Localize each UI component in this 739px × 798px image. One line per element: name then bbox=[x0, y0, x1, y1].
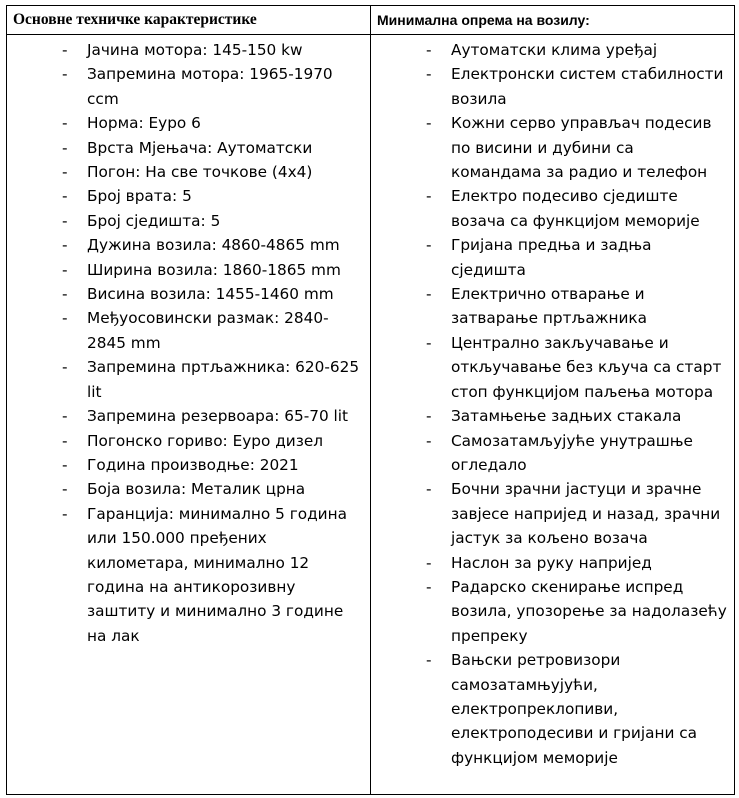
equipment-item bbox=[371, 648, 734, 770]
item-text: Аутоматски клима уређај bbox=[451, 41, 658, 59]
bullet-dash: - bbox=[426, 333, 432, 352]
item-text: Затамњење задњих стакала bbox=[451, 407, 682, 426]
item-text: Бочни зрачни јастуци и зрачне завјесе напријед и назад, зрачни јастук за кољено возача bbox=[451, 480, 721, 548]
bullet-dash: - bbox=[426, 431, 432, 450]
equipment-list bbox=[371, 35, 734, 770]
bullet-dash: - bbox=[426, 41, 432, 59]
spec-table bbox=[6, 5, 735, 795]
item-text: Ширина возила: 1860-1865 mm bbox=[87, 260, 341, 279]
bullet-dash: - bbox=[426, 553, 432, 572]
bullet-dash: - bbox=[426, 236, 432, 255]
spec-item bbox=[7, 477, 370, 501]
equipment-cell bbox=[371, 35, 735, 795]
bullet-dash: - bbox=[426, 577, 432, 596]
bullet-dash: - bbox=[62, 114, 68, 133]
spec-item bbox=[7, 184, 370, 208]
content-row bbox=[7, 35, 735, 795]
equipment-item bbox=[371, 111, 734, 184]
equipment-item bbox=[371, 551, 734, 575]
item-text: Јачина мотора: 145-150 kw bbox=[87, 41, 303, 59]
item-text: Електрично отварање и затварање пртљажника bbox=[451, 285, 648, 328]
spec-item bbox=[7, 355, 370, 404]
equipment-header: Минимална опрема на возилу: bbox=[371, 6, 735, 35]
spec-item bbox=[7, 306, 370, 355]
bullet-dash: - bbox=[426, 480, 432, 499]
equipment-item bbox=[371, 477, 734, 550]
spec-item bbox=[7, 38, 370, 62]
bullet-dash: - bbox=[62, 480, 68, 499]
item-text: Врста Мјењача: Аутоматски bbox=[87, 138, 313, 157]
bullet-dash: - bbox=[62, 41, 68, 59]
spec-item bbox=[7, 136, 370, 160]
spec-item bbox=[7, 282, 370, 306]
equipment-item bbox=[371, 184, 734, 233]
item-text: Електро подесиво сједиште возача са функцијом меморије bbox=[451, 187, 700, 230]
equipment-item bbox=[371, 233, 734, 282]
bullet-dash: - bbox=[62, 358, 68, 377]
bullet-dash: - bbox=[62, 163, 68, 182]
item-text: Електронски систем стабилности возила bbox=[451, 65, 724, 108]
item-text: Запремина резервоара: 65-70 lit bbox=[87, 407, 349, 426]
basic-specs-cell bbox=[7, 35, 371, 795]
item-text: Вањски ретровизори самозатамњујући, електропреклопиви, електроподесиви и гријани са функцијом меморије bbox=[451, 651, 698, 767]
bullet-dash: - bbox=[426, 285, 432, 304]
item-text: Боја возила: Металик црна bbox=[87, 480, 306, 499]
bullet-dash: - bbox=[62, 211, 68, 230]
item-text: Кожни серво управљач подесив по висини и дубини са командама за радио и телефон bbox=[451, 114, 712, 182]
equipment-item bbox=[371, 38, 734, 62]
item-text: Централно закључавање и откључавање без кључа са старт стоп функцијом паљења мотора bbox=[451, 333, 722, 401]
spec-item bbox=[7, 62, 370, 111]
item-text: Гријана предња и задња сједишта bbox=[451, 236, 652, 279]
bullet-dash: - bbox=[62, 455, 68, 474]
item-text: Наслон за руку напријед bbox=[451, 553, 652, 572]
bullet-dash: - bbox=[62, 236, 68, 255]
bullet-dash: - bbox=[426, 114, 432, 133]
spec-item bbox=[7, 233, 370, 257]
bullet-dash: - bbox=[62, 65, 68, 84]
bullet-dash: - bbox=[62, 187, 68, 206]
item-text: Висина возила: 1455-1460 mm bbox=[87, 285, 334, 304]
header-row bbox=[7, 6, 735, 35]
bullet-dash: - bbox=[62, 138, 68, 157]
bullet-dash: - bbox=[62, 309, 68, 328]
equipment-item bbox=[371, 429, 734, 478]
bullet-dash: - bbox=[62, 504, 68, 523]
basic-specs-list bbox=[7, 35, 370, 648]
item-text: Број сједишта: 5 bbox=[87, 211, 221, 230]
item-text: Број врата: 5 bbox=[87, 187, 192, 206]
item-text: Погон: На све точкове (4x4) bbox=[87, 163, 313, 182]
bullet-dash: - bbox=[426, 407, 432, 426]
spec-item bbox=[7, 160, 370, 184]
item-text: Запремина мотора: 1965-1970 ccm bbox=[87, 65, 333, 108]
equipment-item bbox=[371, 62, 734, 111]
item-text: Међуосовински размак: 2840-2845 mm bbox=[87, 309, 329, 352]
basic-specs-header: Основне техничке карактеристике bbox=[7, 6, 371, 35]
equipment-item bbox=[371, 331, 734, 404]
item-text: Радарско скенирање испред возила, упозорење за надолазећу препреку bbox=[451, 577, 727, 645]
bullet-dash: - bbox=[62, 407, 68, 426]
bullet-dash: - bbox=[62, 260, 68, 279]
item-text: Гаранција: минимално 5 година или 150.000 пређених километара, минимално 12 година на антикорозивну заштиту и минимално 3 године на лак bbox=[87, 504, 348, 645]
item-text: Норма: Еуро 6 bbox=[87, 114, 201, 133]
spec-item bbox=[7, 429, 370, 453]
spec-item bbox=[7, 502, 370, 648]
item-text: Самозатамљујуће унутрашње огледало bbox=[451, 431, 693, 474]
equipment-item bbox=[371, 575, 734, 648]
item-text: Запремина пртљажника: 620-625 lit bbox=[87, 358, 360, 401]
bullet-dash: - bbox=[62, 285, 68, 304]
bullet-dash: - bbox=[62, 431, 68, 450]
item-text: Година производње: 2021 bbox=[87, 455, 299, 474]
spec-item bbox=[7, 258, 370, 282]
equipment-item bbox=[371, 282, 734, 331]
spec-item bbox=[7, 453, 370, 477]
equipment-item bbox=[371, 404, 734, 428]
spec-item bbox=[7, 209, 370, 233]
item-text: Погонско гориво: Еуро дизел bbox=[87, 431, 324, 450]
spec-item bbox=[7, 404, 370, 428]
item-text: Дужина возила: 4860-4865 mm bbox=[87, 236, 340, 255]
bullet-dash: - bbox=[426, 651, 432, 670]
bullet-dash: - bbox=[426, 187, 432, 206]
bullet-dash: - bbox=[426, 65, 432, 84]
spec-item bbox=[7, 111, 370, 135]
